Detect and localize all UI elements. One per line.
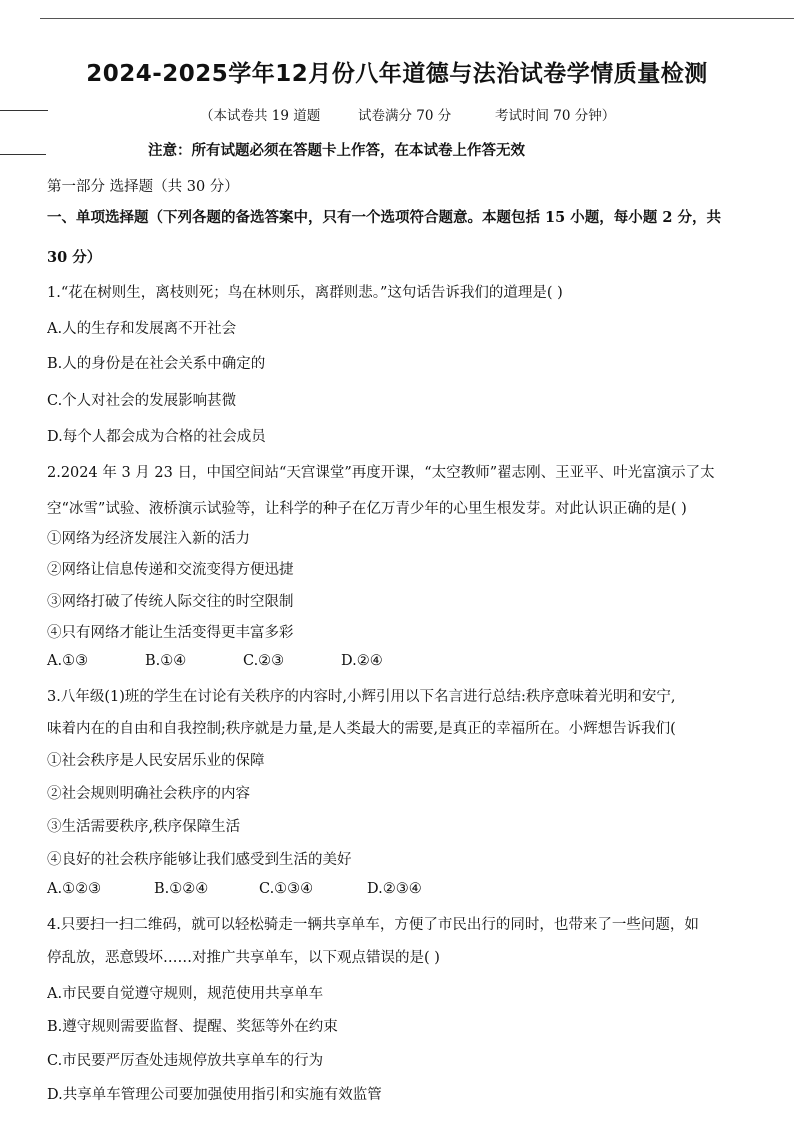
q2-statement-1: ①网络为经济发展注入新的活力 [47,531,250,547]
q2-choice-b: B.①④ [145,653,187,669]
q3-statement-3: ③生活需要秩序,秩序保障生活 [47,819,241,835]
top-rule [40,18,794,19]
q1-option-a: A.人的生存和发展离不开社会 [47,321,237,337]
q1-option-d: D.每个人都会成为合格的社会成员 [47,429,266,445]
q3-choice-a: A.①②③ [47,881,102,897]
exam-notice: 注意：所有试题必须在答题卡上作答，在本试卷上作答无效 [148,142,525,159]
q3-choice-b: B.①②④ [154,881,209,897]
q4-option-d: D.共享单车管理公司要加强使用指引和实施有效监管 [47,1087,382,1103]
q3-choice-c: C.①③④ [259,881,314,897]
q2-choice-d: D.②④ [341,653,383,669]
q4-stem-line1: 4.只要扫一扫二维码，就可以轻松骑走一辆共享单车，方便了市民出行的同时，也带来了一些问题，如 [47,917,699,933]
q4-option-a: A.市民要自觉遵守规则，规范使用共享单车 [47,986,324,1002]
q2-statement-2: ②网络让信息传递和交流变得方便迅捷 [47,562,294,578]
q2-statement-3: ③网络打破了传统人际交往的时空限制 [47,594,294,610]
q1-option-c: C.个人对社会的发展影响甚微 [47,393,237,409]
exam-info-questions: （本试卷共 19 道题 [200,108,321,124]
q3-choice-d: D.②③④ [367,881,422,897]
margin-blank-line-1 [0,110,48,111]
q3-statement-4: ④良好的社会秩序能够让我们感受到生活的美好 [47,852,352,868]
margin-blank-line-2 [0,154,46,155]
q2-stem-line1: 2.2024 年 3 月 23 日，中国空间站“天宫课堂”再度开课，“太空教师”翟志刚、王亚平、叶光富演示了太 [47,465,715,481]
q3-statement-2: ②社会规则明确社会秩序的内容 [47,786,250,802]
q3-stem-line2: 味着内在的自由和自我控制;秩序就是力量,是人类最大的需要,是真正的幸福所在。小辉想告诉我们( [47,721,676,737]
exam-info-time: 考试时间 70 分钟） [495,108,616,124]
q2-stem-line2: 空“冰雪”试验、液桥演示试验等，让科学的种子在亿万青少年的心里生根发芽。对此认识正确的是( ) [47,501,687,517]
q2-choice-c: C.②③ [243,653,285,669]
exam-title: 2024-2025学年12月份八年道德与法治试卷学情质量检测 [86,61,708,87]
q2-statement-4: ④只有网络才能让生活变得更丰富多彩 [47,625,294,641]
q1-stem: 1.“花在树则生，离枝则死；鸟在林则乐，离群则悲。”这句话告诉我们的道理是( ) [47,285,563,301]
q2-choice-a: A.①③ [47,653,89,669]
q1-option-b: B.人的身份是在社会关系中确定的 [47,356,266,372]
exam-info-score: 试卷满分 70 分 [358,108,452,124]
q4-option-b: B.遵守规则需要监督、提醒、奖惩等外在约束 [47,1019,338,1035]
q3-statement-1: ①社会秩序是人民安居乐业的保障 [47,753,265,769]
section-instructions-line1: 一、单项选择题（下列各题的备选答案中，只有一个选项符合题意。本题包括 15 小题，每小题 2 分，共 [47,209,721,226]
q3-stem-line1: 3.八年级(1)班的学生在讨论有关秩序的内容时,小辉引用以下名言进行总结:秩序意味着光明和安宁, [47,689,676,705]
part1-heading: 第一部分 选择题（共 30 分） [47,179,239,195]
section-instructions-line2: 30 分） [47,249,102,266]
q4-option-c: C.市民要严厉查处违规停放共享单车的行为 [47,1053,324,1069]
q4-stem-line2: 停乱放，恶意毁坏……对推广共享单车，以下观点错误的是( ) [47,950,440,966]
